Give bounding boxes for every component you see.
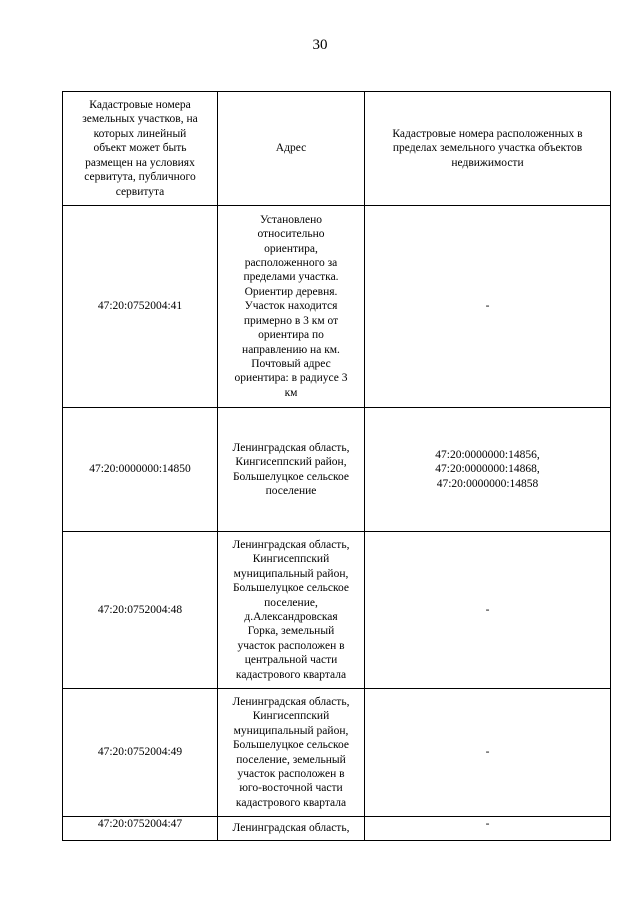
cell-property-objects: - <box>365 817 611 841</box>
table-row <box>63 532 611 689</box>
table-header-row <box>63 92 611 206</box>
table-row <box>63 408 611 532</box>
cell-cadastral-number: 47:20:0752004:47 <box>63 817 218 841</box>
cell-cadastral-number: 47:20:0752004:49 <box>63 689 218 817</box>
cell-address: Установлено относительно ориентира, расположенного за пределами участка. Ориентир деревня. Участок находится примерно в 3 км от ориентира по направлению на км. Почтовый адрес ориентира: в радиусе 3 км <box>218 206 365 408</box>
page-number: 30 <box>312 37 328 53</box>
table-row <box>63 689 611 817</box>
table-row <box>63 206 611 408</box>
cell-property-objects: - <box>365 689 611 817</box>
table-row <box>63 817 611 841</box>
cell-cadastral-number: 47:20:0000000:14850 <box>63 408 218 532</box>
header-cadastral-numbers: Кадастровые номера земельных участков, на которых линейный объект может быть размещен на условиях сервитута, публичного сервитута <box>63 92 218 206</box>
cell-property-objects: - <box>365 206 611 408</box>
header-property-objects: Кадастровые номера расположенных в пределах земельного участка объектов недвижимости <box>365 92 611 206</box>
header-address: Адрес <box>218 92 365 206</box>
cell-cadastral-number: 47:20:0752004:48 <box>63 532 218 689</box>
cell-property-objects: 47:20:0000000:14856, 47:20:0000000:14868, 47:20:0000000:14858 <box>365 408 611 532</box>
cadastral-table <box>62 91 611 841</box>
cell-address: Ленинградская область, Кингисеппский район, Большелуцкое сельское поселение <box>218 408 365 532</box>
cell-address: Ленинградская область, Кингисеппский муниципальный район, Большелуцкое сельское поселение, д.Александровская Горка, земельный участок расположен в центральной части кадастрового квартала <box>218 532 365 689</box>
cell-property-objects: - <box>365 532 611 689</box>
cell-address: Ленинградская область, <box>218 817 365 841</box>
cell-address: Ленинградская область, Кингисеппский муниципальный район, Большелуцкое сельское поселение, земельный участок расположен в юго-восточной части кадастрового квартала <box>218 689 365 817</box>
cell-cadastral-number: 47:20:0752004:41 <box>63 206 218 408</box>
